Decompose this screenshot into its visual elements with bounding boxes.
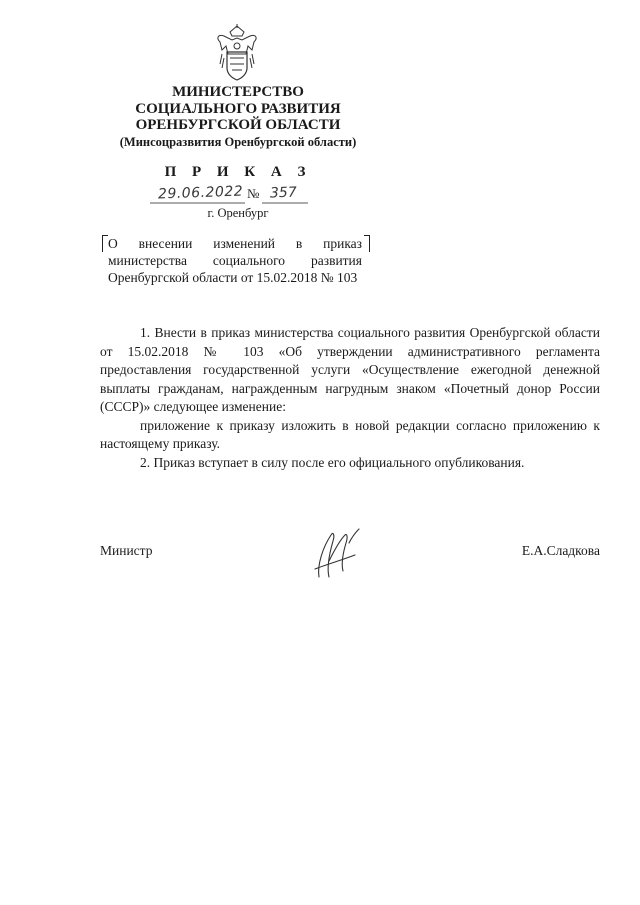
order-date: 29.06.2022 bbox=[157, 183, 244, 203]
handwritten-signature-icon bbox=[305, 525, 375, 585]
signature-block bbox=[100, 540, 600, 610]
order-subject: О внесении изменений в приказ министерства социального развития Оренбургской области от 15.02.2018 № 103 bbox=[108, 236, 362, 285]
order-title: П Р И К А З bbox=[164, 164, 312, 180]
order-city: г. Оренбург bbox=[207, 206, 269, 220]
order-body bbox=[100, 324, 600, 472]
signatory-title: Министр bbox=[100, 543, 153, 558]
subject-bracket-right bbox=[364, 235, 370, 252]
order-number-sign: № bbox=[247, 186, 260, 201]
body-paragraph-3: 2. Приказ вступает в силу после его официального опубликования. bbox=[140, 454, 525, 470]
coat-of-arms-icon bbox=[212, 24, 262, 82]
ministry-line-3: ОРЕНБУРГСКОЙ ОБЛАСТИ bbox=[135, 117, 341, 133]
body-paragraph-2: приложение к приказу изложить в новой редакции согласно приложению к настоящему приказу. bbox=[100, 417, 600, 451]
ministry-line-1: МИНИСТЕРСТВО bbox=[172, 84, 304, 100]
order-number: 357 bbox=[269, 184, 298, 202]
body-paragraph-1: 1. Внести в приказ министерства социального развития Оренбургской области от 15.02.2018 № 103 «Об утверждении административного регламента предоставления государственной услуги «Осуществление ежегодной денежной выплаты гражданам, награжденным нагрудным знаком «Почетный донор России (СССР)» следующее изменение: bbox=[100, 325, 600, 414]
ministry-short-name: (Минсоцразвития Оренбургской области) bbox=[119, 134, 357, 149]
ministry-header bbox=[100, 84, 376, 151]
signatory-name: Е.А.Сладкова bbox=[521, 543, 600, 558]
ministry-line-2: СОЦИАЛЬНОГО РАЗВИТИЯ bbox=[135, 100, 341, 117]
